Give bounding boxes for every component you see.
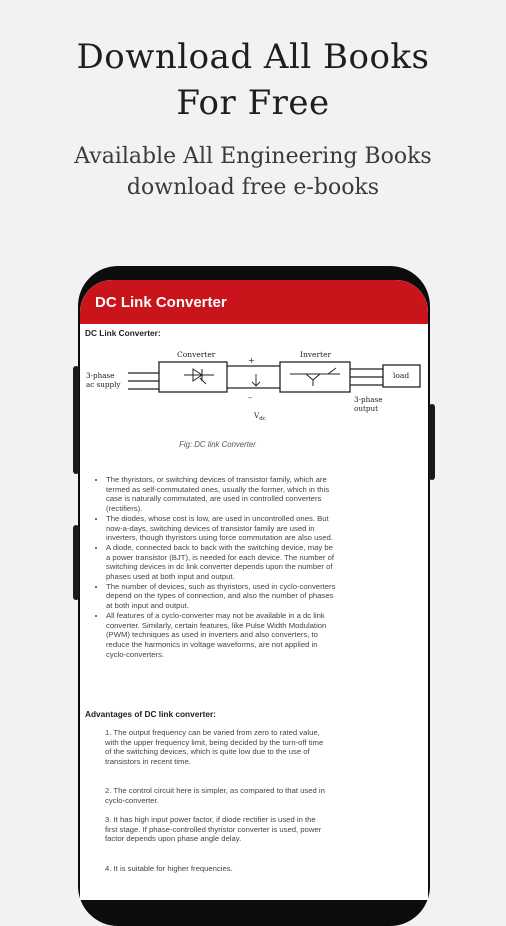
advantage-item: 2. The control circuit here is simpler, as compared to that used in cyclo-converter.	[105, 786, 325, 805]
document-viewer[interactable]	[80, 324, 428, 900]
promo-subtitle-line-2: download free e-books	[126, 175, 380, 200]
phone-side-button-left	[73, 366, 79, 474]
app-bar	[80, 280, 428, 324]
diagram-output-label-2: output	[354, 404, 378, 413]
bullet-item: • The number of devices, such as thyristors, used in cyclo-converters depend on the types of connection, and also the number of phases at both input and output.	[106, 582, 338, 611]
bullet-list	[94, 475, 338, 659]
diagram-load-label: load	[393, 371, 410, 380]
advantage-item: 4. It is suitable for higher frequencies.	[105, 864, 233, 873]
diagram-input-label-2: ac supply	[86, 380, 121, 389]
promo-title-line-1: Download All Books	[76, 37, 430, 77]
advantage-item: 3. It has high input power factor, if diode rectifier is used in the first stage. If phase-controlled thyristor converter is used, power factor depends upon phase angle delay.	[105, 815, 322, 844]
app-screen	[80, 280, 428, 900]
bullet-item: • The diodes, whose cost is low, are used in uncontrolled ones. But now-a-days, switching devices of transistor family are used in inverters, though thyristors using force commutation are also used.	[106, 514, 338, 543]
doc-heading: DC Link Converter:	[85, 328, 161, 338]
diagram-input-label-1: 3-phase	[86, 371, 115, 380]
phone-side-button-right	[429, 404, 435, 480]
app-title: DC Link Converter	[95, 294, 227, 311]
bullet-item: • The thyristors, or switching devices of transistor family, which are termed as self-commutated ones, usually the former, which in this case is naturally commutated, are used in controlled converters (rectifiers).	[106, 475, 338, 514]
phone-side-button-left-2	[73, 525, 79, 600]
figure-caption: Fig: DC link Converter	[179, 440, 256, 449]
promo-subtitle-line-1: Available All Engineering Books	[74, 144, 432, 169]
advantages-heading: Advantages of DC link converter:	[85, 709, 216, 719]
diagram-vdc-label: $V_{dc}$	[254, 411, 266, 422]
advantage-item: 1. The output frequency can be varied from zero to rated value, with the upper frequency limit, being decided by the turn-off time of the switching devices, which is quite low due to the use of transistors in recent time.	[105, 728, 324, 767]
diagram-inverter-label: Inverter	[300, 350, 332, 359]
bullet-item: • All features of a cyclo-converter may not be available in a dc link converter. Similarly, certain features, like Pulse Width Modulation (PWM) techniques as used in inverters and also converters, to reduce the harmonics in voltage waveforms, are not applied in cyclo-converters.	[106, 611, 338, 660]
diagram-output-label-1: 3-phase	[354, 395, 383, 404]
diagram-minus-sign: –	[248, 393, 252, 402]
diagram-converter-label: Converter	[177, 350, 216, 359]
dc-link-diagram	[80, 344, 428, 439]
bullet-item: • A diode, connected back to back with the switching device, may be a power transistor (BJT), is needed for each device. The number of switching devices in dc link converter depends upon the number of phases used at both input and output.	[106, 543, 338, 582]
promo-title-line-2: For Free	[176, 83, 330, 123]
diagram-plus-sign: +	[248, 356, 255, 365]
